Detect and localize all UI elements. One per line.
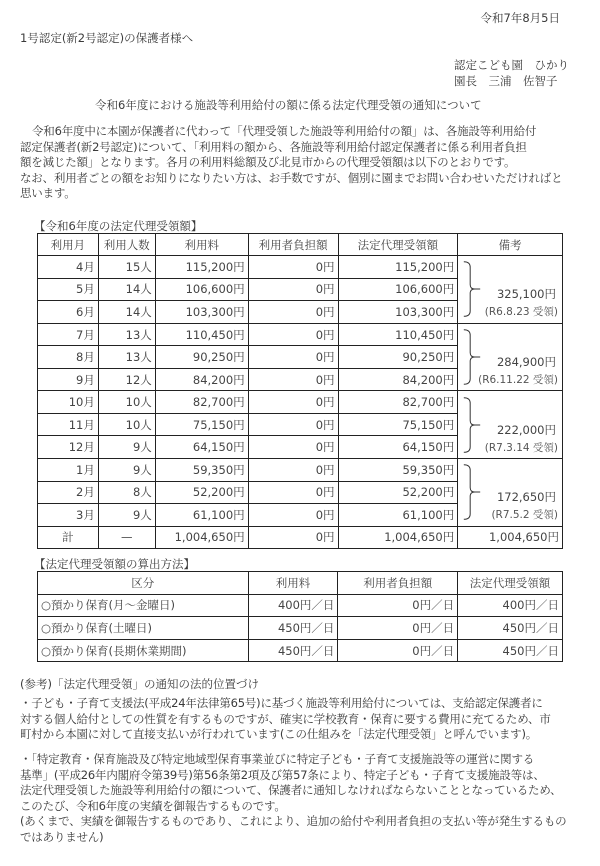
calculation-table: [37, 571, 563, 662]
count: 10人: [98, 391, 155, 414]
intro-line: 思います。: [20, 186, 76, 200]
note-wrap: [458, 256, 562, 322]
count: 13人: [98, 323, 155, 346]
intro-line: 認定保護者(新2号認定)について、「利用料の額から、各施設等利用給付認定保護者に係る利用者負担: [20, 139, 527, 154]
fee: 52,200円: [155, 481, 248, 504]
curly-brace-icon: [462, 393, 482, 457]
total-receipt: 1,004,650円: [338, 526, 458, 548]
brace-path: [464, 465, 480, 520]
note-date: (R7.5.2 受領): [491, 509, 558, 522]
receipt: 110,450円: [338, 323, 458, 346]
count: 14人: [98, 301, 155, 324]
header-burden: 利用者負担額: [338, 572, 458, 595]
table-header-row: [38, 572, 563, 595]
document-title: 令和6年度における施設等利用給付の額に係る法定代理受領の通知について: [95, 98, 482, 112]
note-wrap: [458, 459, 562, 525]
header-category: 区分: [38, 572, 249, 595]
table-row: [38, 391, 563, 414]
table-row: [38, 323, 563, 346]
fee: 110,450円: [155, 323, 248, 346]
note-amount: 284,900円: [496, 355, 556, 370]
count: 12人: [98, 368, 155, 391]
month: 10月: [38, 391, 99, 414]
count: 15人: [98, 256, 155, 279]
header-receipt: 法定代理受領額: [458, 572, 563, 595]
reference-paragraph-1: [20, 696, 585, 743]
intro-line: 額を減じた額」となります。各月の利用料総額及び北見市からの代理受領額は以下のとおりです。: [20, 155, 516, 169]
reference-line: このたび、令和6年度の実績を御報告するものです。: [20, 798, 286, 813]
header-month: 利用月: [38, 234, 99, 256]
receipt: 115,200円: [338, 256, 458, 279]
curly-brace-icon: [462, 257, 482, 321]
date: 令和7年8月5日: [480, 11, 560, 25]
month: 9月: [38, 368, 99, 391]
table-row: [38, 639, 563, 662]
header-burden: 利用者負担額: [248, 234, 338, 256]
intro-paragraph: [20, 124, 585, 202]
reference-line: 法定代理受領した施設等利用給付の額について、保護者に通知しなければならないこととなっているため、: [20, 783, 562, 797]
burden: 0円: [248, 278, 338, 301]
receipt: 106,600円: [338, 278, 458, 301]
note-wrap: [458, 324, 562, 390]
note-amount: 325,100円: [496, 287, 556, 302]
receipt: 64,150円: [338, 436, 458, 459]
total-note: 1,004,650円: [458, 526, 563, 548]
burden: 0円: [248, 301, 338, 324]
reference-heading: (参考)「法定代理受領」の通知の法的位置づけ: [20, 677, 259, 691]
burden: 0円／日: [338, 617, 458, 640]
reference-line: (あくまで、実績を御報告するものであり、これにより、追加の給付や利用者負担の支払い等が発生するもの: [20, 814, 567, 828]
header-receipt: 法定代理受領額: [338, 234, 458, 256]
table-header-row: [38, 234, 563, 256]
receipt: 84,200円: [338, 368, 458, 391]
receipt: 103,300円: [338, 301, 458, 324]
count: 14人: [98, 278, 155, 301]
reference-line: ・子ども・子育て支援法(平成24年法律第65号)に基づく施設等利用給付については、支給認定保護者に: [20, 696, 543, 710]
brace-path: [464, 262, 480, 317]
count: 9人: [98, 458, 155, 481]
table-row: [38, 458, 563, 481]
month: 7月: [38, 323, 99, 346]
burden: 0円: [248, 346, 338, 369]
fee: 84,200円: [155, 368, 248, 391]
receipt: 61,100円: [338, 504, 458, 527]
month: 3月: [38, 504, 99, 527]
fee: 400円／日: [248, 594, 338, 617]
fee: 90,250円: [155, 346, 248, 369]
note-cell: [458, 323, 563, 391]
table-row: [38, 617, 563, 640]
count: 13人: [98, 346, 155, 369]
receipt: 450円／日: [458, 617, 563, 640]
note-date: (R6.11.22 受領): [478, 374, 558, 387]
fee: 103,300円: [155, 301, 248, 324]
fee: 450円／日: [248, 617, 338, 640]
burden: 0円／日: [338, 639, 458, 662]
table2-caption: 【法定代理受領額の算出方法】: [34, 557, 195, 571]
receipt: 450円／日: [458, 639, 563, 662]
burden: 0円: [248, 481, 338, 504]
table-row: [38, 594, 563, 617]
count: 9人: [98, 504, 155, 527]
fee: 450円／日: [248, 639, 338, 662]
header-fee: 利用料: [248, 572, 338, 595]
intro-line: 令和6年度中に本園が保護者に代わって「代理受領した施設等利用給付の額」は、各施設等利用給付: [32, 124, 537, 138]
receipt-table: [37, 233, 563, 549]
fee: 61,100円: [155, 504, 248, 527]
reference-line: 町村から本園に対して直接支払いが行われています(この仕組みを「法定代理受領」と呼んでいます)。: [20, 727, 538, 741]
total-fee: 1,004,650円: [155, 526, 248, 548]
note-cell: [458, 391, 563, 459]
reference-line: 対する個人給付としての性質を有するものですが、確実に学校教育・保育に要する費用に充てるため、市: [20, 711, 551, 726]
sender-name: 園長 三浦 佐智子: [454, 74, 558, 88]
total-count: —: [98, 526, 155, 548]
burden: 0円: [248, 436, 338, 459]
table-row: [38, 256, 563, 279]
fee: 64,150円: [155, 436, 248, 459]
burden: 0円: [248, 391, 338, 414]
header-note: 備考: [458, 234, 563, 256]
fee: 75,150円: [155, 413, 248, 436]
note-date: (R7.3.14 受領): [484, 441, 558, 454]
reference-paragraph-2: [20, 752, 585, 845]
month: 5月: [38, 278, 99, 301]
total-label: 計: [38, 526, 99, 548]
burden: 0円: [248, 323, 338, 346]
month: 8月: [38, 346, 99, 369]
category: ○預かり保育(長期休業期間): [38, 639, 249, 662]
note-amount: 222,000円: [496, 422, 556, 437]
category: ○預かり保育(土曜日): [38, 617, 249, 640]
month: 2月: [38, 481, 99, 504]
header-count: 利用人数: [98, 234, 155, 256]
fee: 82,700円: [155, 391, 248, 414]
month: 12月: [38, 436, 99, 459]
reference-line: 基準」(平成26年内閣府令第39号)第56条第2項及び第57条により、特定子ども・子育て支援施設等は、: [20, 767, 545, 782]
fee: 115,200円: [155, 256, 248, 279]
receipt: 82,700円: [338, 391, 458, 414]
month: 6月: [38, 301, 99, 324]
total-row: [38, 526, 563, 548]
burden: 0円: [248, 504, 338, 527]
note-amount: 172,650円: [496, 490, 556, 505]
burden: 0円／日: [338, 594, 458, 617]
receipt: 52,200円: [338, 481, 458, 504]
month: 11月: [38, 413, 99, 436]
receipt: 90,250円: [338, 346, 458, 369]
note-date: (R6.8.23 受領): [484, 306, 558, 319]
burden: 0円: [248, 368, 338, 391]
burden: 0円: [248, 458, 338, 481]
header-fee: 利用料: [155, 234, 248, 256]
count: 9人: [98, 436, 155, 459]
reference-line: ・「特定教育・保育施設及び特定地域型保育事業並びに特定子ども・子育て支援施設等の運営に関する: [20, 752, 535, 766]
recipient: 1号認定(新2号認定)の保護者様へ: [20, 31, 194, 45]
category: ○預かり保育(月～金曜日): [38, 594, 249, 617]
curly-brace-icon: [462, 460, 482, 524]
total-burden: 0円: [248, 526, 338, 548]
note-cell: [458, 458, 563, 526]
fee: 59,350円: [155, 458, 248, 481]
note-cell: [458, 256, 563, 324]
receipt: 59,350円: [338, 458, 458, 481]
count: 8人: [98, 481, 155, 504]
burden: 0円: [248, 413, 338, 436]
fee: 106,600円: [155, 278, 248, 301]
reference-line: ではありません): [20, 829, 104, 844]
table1-caption: 【令和6年度の法定代理受領額】: [34, 219, 203, 233]
sender-org: 認定こども園 ひかり: [454, 58, 569, 72]
brace-path: [464, 397, 480, 452]
month: 1月: [38, 458, 99, 481]
burden: 0円: [248, 256, 338, 279]
note-wrap: [458, 392, 562, 458]
receipt: 75,150円: [338, 413, 458, 436]
count: 10人: [98, 413, 155, 436]
intro-line: なお、利用者ごとの額をお知りになりたい方は、お手数ですが、個別に園までお問い合わせいただければと: [20, 170, 563, 185]
receipt: 400円／日: [458, 594, 563, 617]
month: 4月: [38, 256, 99, 279]
